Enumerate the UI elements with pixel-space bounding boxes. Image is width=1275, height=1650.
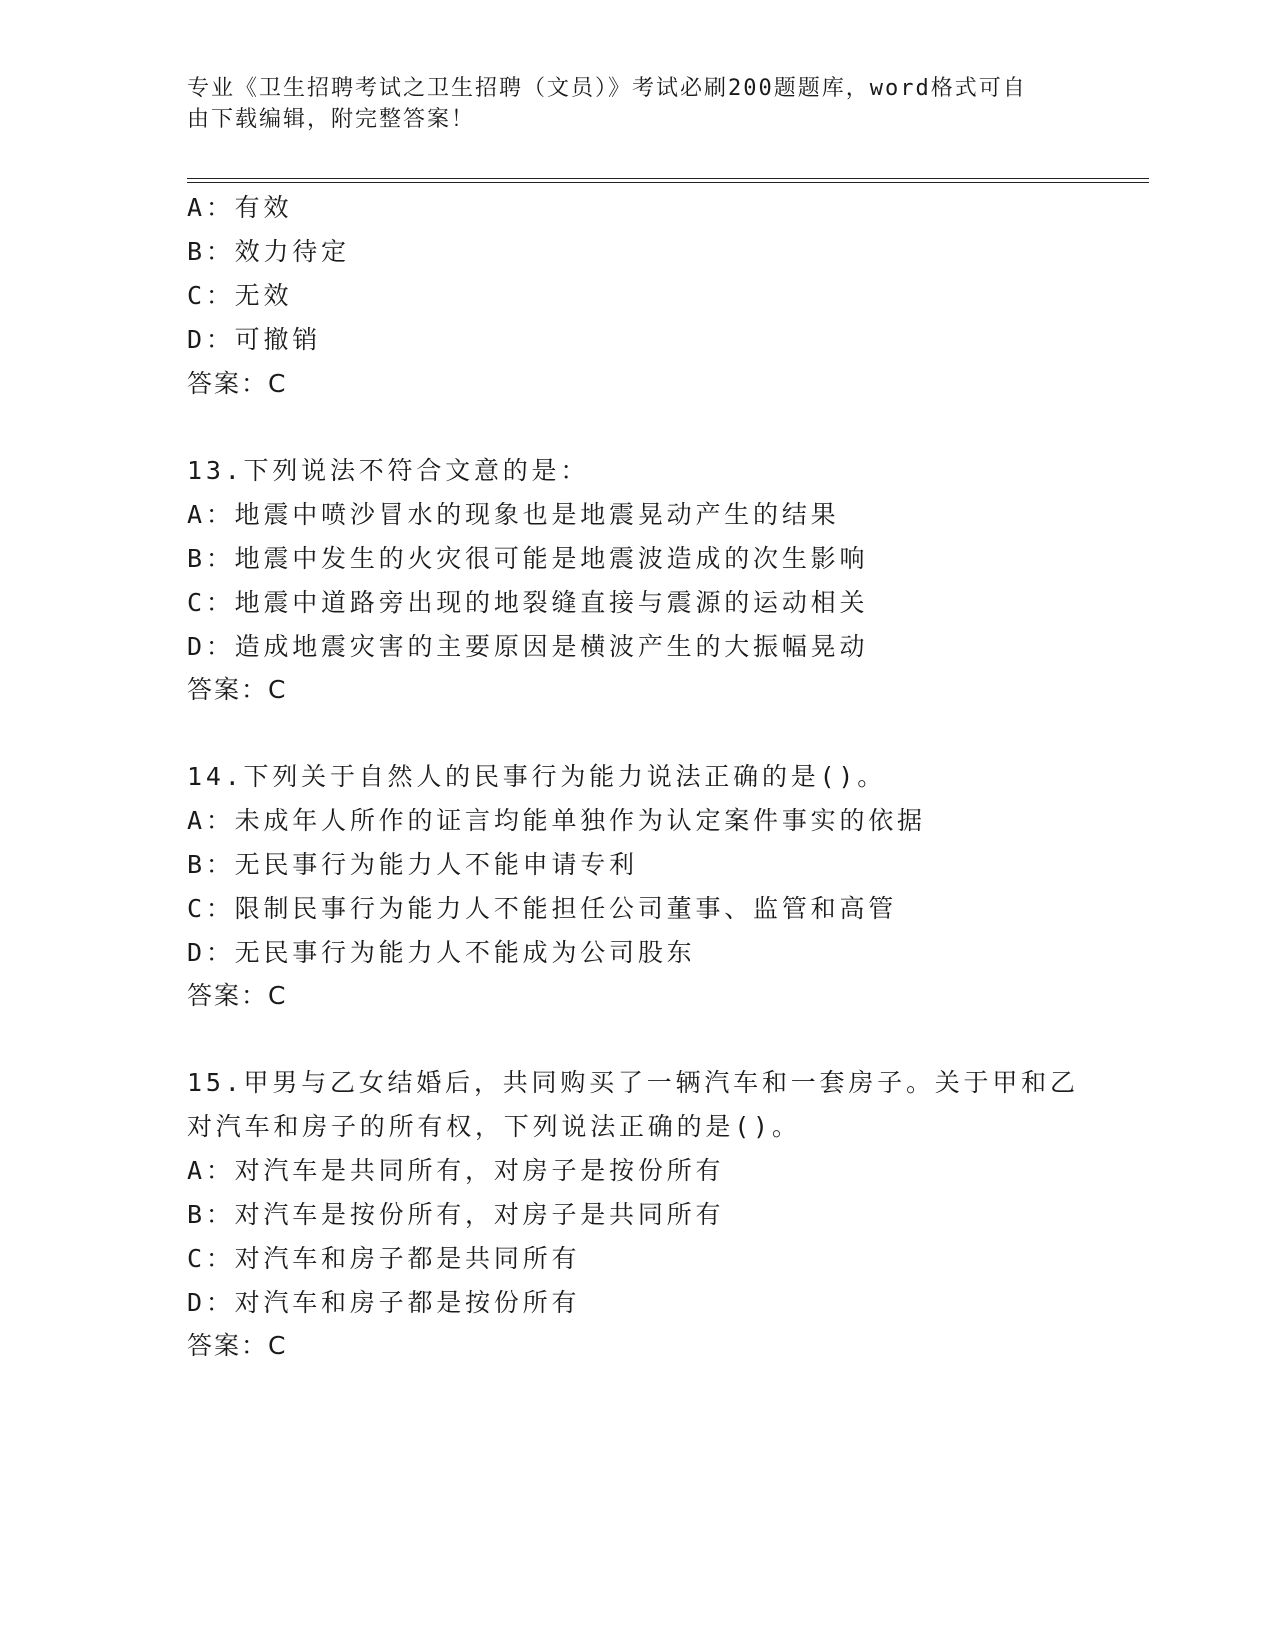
q13-answer: 答案：C: [187, 675, 288, 704]
q13-option-a: A：地震中喷沙冒水的现象也是地震晃动产生的结果: [187, 500, 840, 529]
header-line-1: 专业《卫生招聘考试之卫生招聘（文员）》考试必刷200题题库，word格式可自: [187, 76, 1027, 101]
q15-option-b: B：对汽车是按份所有，对房子是共同所有: [187, 1200, 725, 1229]
document-header: [187, 73, 1067, 135]
q13-option-d: D：造成地震灾害的主要原因是横波产生的大振幅晃动: [187, 632, 869, 661]
q15-option-d: D：对汽车和房子都是按份所有: [187, 1288, 581, 1317]
q13-stem: 13.下列说法不符合文意的是：: [187, 456, 590, 485]
q13-option-b: B：地震中发生的火灾很可能是地震波造成的次生影响: [187, 544, 869, 573]
q13-option-c: C：地震中道路旁出现的地裂缝直接与震源的运动相关: [187, 588, 869, 617]
header-divider-top: [187, 178, 1149, 179]
q14-option-d: D：无民事行为能力人不能成为公司股东: [187, 938, 696, 967]
q15-stem-line-1: 15.甲男与乙女结婚后，共同购买了一辆汽车和一套房子。关于甲和乙: [187, 1068, 1079, 1097]
q12-answer: 答案：C: [187, 369, 288, 398]
q15-stem-line-2: 对汽车和房子的所有权，下列说法正确的是()。: [187, 1112, 801, 1141]
q14-answer: 答案：C: [187, 981, 288, 1010]
q15-option-a: A：对汽车是共同所有，对房子是按份所有: [187, 1156, 725, 1185]
q14-option-b: B：无民事行为能力人不能申请专利: [187, 850, 638, 879]
q15-answer: 答案：C: [187, 1331, 288, 1360]
q14-option-a: A：未成年人所作的证言均能单独作为认定案件事实的依据: [187, 806, 926, 835]
q12-option-b: B：效力待定: [187, 237, 350, 266]
q12-option-c: C：无效: [187, 281, 293, 310]
header-divider-bottom: [187, 182, 1149, 183]
q12-option-d: D：可撤销: [187, 325, 322, 354]
header-line-2: 由下载编辑，附完整答案！: [187, 107, 476, 132]
q12-option-a: A：有效: [187, 193, 293, 222]
q15-option-c: C：对汽车和房子都是共同所有: [187, 1244, 581, 1273]
q14-stem: 14.下列关于自然人的民事行为能力说法正确的是()。: [187, 762, 887, 791]
q14-option-c: C：限制民事行为能力人不能担任公司董事、监管和高管: [187, 894, 898, 923]
